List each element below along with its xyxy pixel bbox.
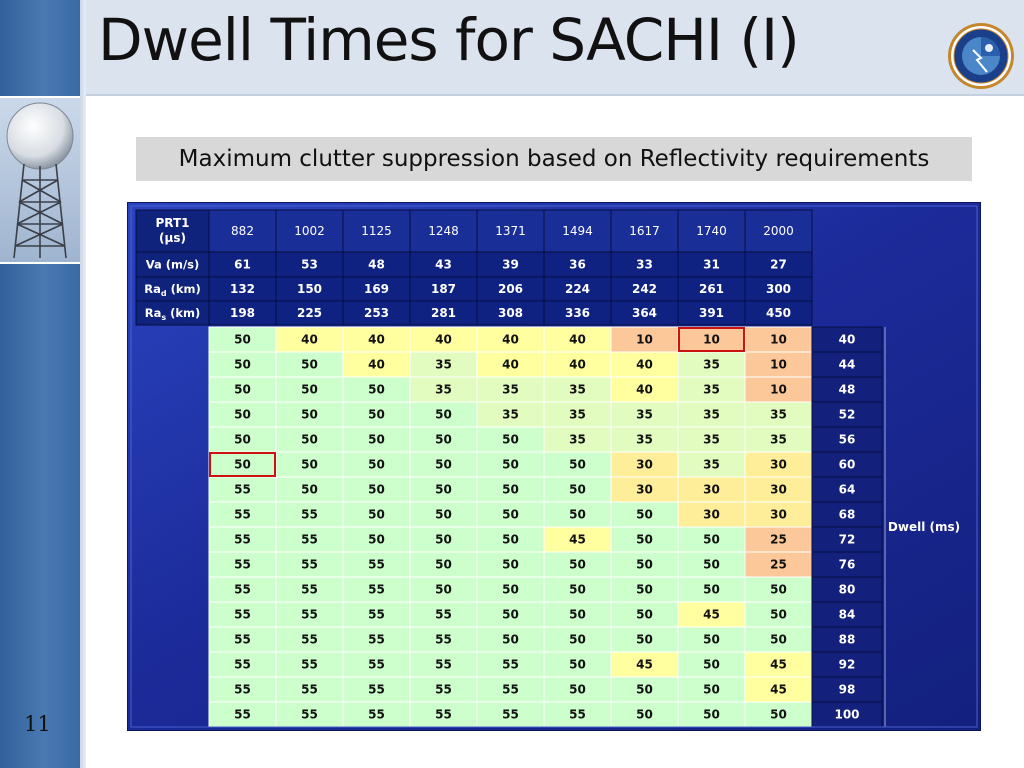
- data-value: 50: [502, 607, 519, 622]
- data-value: 10: [770, 332, 787, 347]
- header-value: 242: [631, 282, 658, 296]
- dwell-value: 100: [834, 707, 860, 722]
- data-value: 50: [703, 707, 720, 722]
- header-value: 1617: [629, 224, 660, 238]
- data-value: 50: [770, 582, 787, 597]
- data-value: 50: [234, 407, 251, 422]
- data-value: 50: [368, 457, 385, 472]
- data-value: 40: [636, 382, 653, 397]
- data-value: 35: [703, 407, 720, 422]
- data-value: 50: [569, 507, 586, 522]
- data-value: 50: [301, 407, 318, 422]
- data-value: 50: [569, 607, 586, 622]
- header-value: 33: [636, 257, 653, 272]
- data-value: 40: [502, 332, 519, 347]
- data-value: 10: [770, 382, 787, 397]
- data-value: 35: [703, 357, 720, 372]
- dwell-value: 80: [838, 582, 856, 597]
- header-value: 39: [502, 257, 519, 272]
- dwell-axis-label: Dwell (ms): [887, 520, 961, 534]
- header-value: 336: [564, 306, 591, 320]
- data-value: 55: [502, 682, 519, 697]
- data-value: 40: [301, 332, 318, 347]
- dwell-value: 44: [838, 357, 856, 372]
- data-value: 50: [569, 682, 586, 697]
- data-value: 35: [569, 407, 586, 422]
- dwell-time-table: [128, 203, 980, 730]
- data-value: 45: [569, 532, 586, 547]
- data-value: 50: [703, 682, 720, 697]
- data-value: 10: [636, 332, 653, 347]
- data-value: 50: [435, 432, 452, 447]
- data-value: 50: [502, 507, 519, 522]
- header-value: 1002: [294, 224, 325, 238]
- dwell-value: 48: [838, 382, 856, 397]
- subtitle-box: Maximum clutter suppression based on Reflectivity requirements: [136, 137, 972, 181]
- header-value: 132: [229, 282, 256, 296]
- data-value: 25: [770, 557, 787, 572]
- data-value: 40: [368, 332, 385, 347]
- data-value: 55: [234, 507, 251, 522]
- dwell-value: 84: [838, 607, 856, 622]
- data-value: 50: [368, 432, 385, 447]
- data-value: 50: [569, 632, 586, 647]
- data-value: 50: [368, 507, 385, 522]
- data-value: 55: [368, 557, 385, 572]
- data-value: 50: [636, 682, 653, 697]
- data-value: 55: [301, 682, 318, 697]
- data-value: 50: [569, 657, 586, 672]
- data-value: 40: [636, 357, 653, 372]
- data-value: 50: [703, 582, 720, 597]
- dwell-value: 52: [838, 407, 856, 422]
- data-value: 55: [234, 707, 251, 722]
- data-value: 50: [435, 407, 452, 422]
- data-value: 55: [435, 707, 452, 722]
- data-value: 55: [301, 582, 318, 597]
- data-value: 50: [636, 532, 653, 547]
- header-value: 391: [698, 306, 725, 320]
- data-value: 35: [502, 382, 519, 397]
- data-value: 50: [368, 482, 385, 497]
- data-value: 55: [301, 707, 318, 722]
- data-value: 55: [301, 632, 318, 647]
- data-value: 50: [234, 457, 251, 472]
- data-value: 25: [770, 532, 787, 547]
- header-value: 882: [231, 224, 254, 238]
- data-value: 40: [368, 357, 385, 372]
- header-value: 1494: [562, 224, 593, 238]
- data-value: 35: [569, 382, 586, 397]
- header-value: 27: [770, 257, 787, 272]
- data-value: 35: [435, 357, 452, 372]
- data-value: 50: [502, 432, 519, 447]
- data-value: 35: [636, 407, 653, 422]
- data-value: 55: [301, 532, 318, 547]
- data-value: 50: [435, 532, 452, 547]
- header-value: 61: [234, 257, 251, 272]
- data-value: 50: [502, 482, 519, 497]
- data-value: 50: [234, 432, 251, 447]
- header-value: 1248: [428, 224, 459, 238]
- radar-tower-image: [0, 96, 80, 264]
- data-value: 50: [435, 557, 452, 572]
- data-value: 50: [301, 357, 318, 372]
- data-value: 50: [703, 632, 720, 647]
- data-value: 40: [569, 357, 586, 372]
- data-value: 30: [770, 457, 787, 472]
- data-value: 10: [703, 332, 720, 347]
- header-value: 225: [296, 306, 323, 320]
- data-value: 50: [770, 632, 787, 647]
- data-value: 55: [435, 682, 452, 697]
- data-value: 50: [636, 707, 653, 722]
- data-value: 50: [703, 532, 720, 547]
- data-value: 55: [234, 482, 251, 497]
- data-value: 35: [703, 457, 720, 472]
- data-value: 50: [703, 557, 720, 572]
- data-value: 10: [770, 357, 787, 372]
- data-value: 50: [502, 632, 519, 647]
- data-value: 30: [770, 482, 787, 497]
- data-value: 55: [368, 607, 385, 622]
- header-label: Va (m/s): [145, 257, 200, 272]
- header-value: 308: [497, 306, 524, 320]
- data-value: 35: [770, 432, 787, 447]
- header-label: (μs): [159, 231, 186, 245]
- header-value: 1125: [361, 224, 392, 238]
- data-value: 50: [636, 632, 653, 647]
- dwell-value: 40: [838, 332, 856, 347]
- data-value: 40: [502, 357, 519, 372]
- data-value: 55: [435, 657, 452, 672]
- data-value: 35: [770, 407, 787, 422]
- data-value: 50: [234, 357, 251, 372]
- data-value: 35: [569, 432, 586, 447]
- data-value: 35: [703, 432, 720, 447]
- data-value: 50: [301, 432, 318, 447]
- data-value: 55: [234, 607, 251, 622]
- dwell-value: 76: [838, 557, 856, 572]
- data-value: 55: [502, 707, 519, 722]
- header-label: $Ra_s$ (km): [144, 306, 201, 322]
- data-value: 55: [368, 582, 385, 597]
- dwell-value: 56: [838, 432, 856, 447]
- data-value: 55: [301, 507, 318, 522]
- header-value: 43: [435, 257, 452, 272]
- data-value: 50: [301, 482, 318, 497]
- slide-title: Dwell Times for SACHI (I): [98, 6, 799, 74]
- data-value: 50: [770, 607, 787, 622]
- data-value: 50: [636, 582, 653, 597]
- data-value: 30: [636, 457, 653, 472]
- data-value: 30: [703, 507, 720, 522]
- data-value: 30: [770, 507, 787, 522]
- data-value: 55: [301, 657, 318, 672]
- data-value: 55: [435, 607, 452, 622]
- header-value: 1371: [495, 224, 526, 238]
- data-value: 50: [435, 507, 452, 522]
- data-value: 50: [770, 707, 787, 722]
- header-value: 364: [631, 306, 658, 320]
- dwell-value: 88: [838, 632, 856, 647]
- header-value: 2000: [763, 224, 794, 238]
- table-svg: [128, 203, 980, 730]
- dwell-value: 72: [838, 532, 856, 547]
- data-value: 50: [569, 582, 586, 597]
- data-value: 50: [234, 382, 251, 397]
- data-value: 55: [234, 682, 251, 697]
- data-value: 45: [703, 607, 720, 622]
- data-value: 55: [234, 632, 251, 647]
- data-value: 50: [502, 582, 519, 597]
- data-value: 35: [703, 382, 720, 397]
- header-value: 206: [497, 282, 524, 296]
- data-value: 50: [368, 532, 385, 547]
- header-value: 1740: [696, 224, 727, 238]
- header-value: 300: [765, 282, 792, 296]
- header-value: 224: [564, 282, 591, 296]
- data-value: 50: [301, 382, 318, 397]
- data-value: 50: [569, 557, 586, 572]
- data-value: 50: [435, 457, 452, 472]
- header-value: 53: [301, 257, 318, 272]
- data-value: 55: [368, 707, 385, 722]
- data-value: 55: [301, 607, 318, 622]
- data-value: 50: [368, 382, 385, 397]
- header-value: 253: [363, 306, 390, 320]
- dwell-value: 64: [838, 482, 856, 497]
- data-value: 45: [770, 682, 787, 697]
- header-value: 450: [765, 306, 792, 320]
- data-value: 55: [435, 632, 452, 647]
- dwell-value: 68: [838, 507, 856, 522]
- data-value: 55: [234, 532, 251, 547]
- data-value: 40: [569, 332, 586, 347]
- page-number: 11: [24, 712, 51, 736]
- data-value: 50: [234, 332, 251, 347]
- data-value: 50: [502, 532, 519, 547]
- data-value: 30: [636, 482, 653, 497]
- data-value: 50: [636, 507, 653, 522]
- data-value: 45: [636, 657, 653, 672]
- data-value: 55: [234, 582, 251, 597]
- header-value: 281: [430, 306, 457, 320]
- data-value: 50: [368, 407, 385, 422]
- data-value: 55: [368, 632, 385, 647]
- sidebar-edge: [80, 0, 86, 768]
- data-value: 50: [636, 557, 653, 572]
- header-value: 48: [368, 257, 385, 272]
- data-value: 30: [703, 482, 720, 497]
- data-value: 55: [368, 682, 385, 697]
- data-value: 55: [368, 657, 385, 672]
- nssl-logo-icon: [947, 22, 1015, 90]
- data-value: 55: [234, 557, 251, 572]
- header-value: 36: [569, 257, 586, 272]
- data-value: 50: [569, 457, 586, 472]
- data-value: 50: [636, 607, 653, 622]
- data-value: 50: [435, 582, 452, 597]
- dwell-value: 92: [838, 657, 856, 672]
- data-value: 50: [301, 457, 318, 472]
- data-value: 50: [435, 482, 452, 497]
- data-value: 35: [636, 432, 653, 447]
- data-value: 50: [569, 482, 586, 497]
- data-value: 55: [234, 657, 251, 672]
- dwell-value: 98: [838, 682, 856, 697]
- header-value: 169: [363, 282, 390, 296]
- header-value: 187: [430, 282, 457, 296]
- header-value: 198: [229, 306, 256, 320]
- header-value: 31: [703, 257, 720, 272]
- data-value: 50: [502, 457, 519, 472]
- data-value: 35: [435, 382, 452, 397]
- data-value: 50: [502, 557, 519, 572]
- data-value: 55: [301, 557, 318, 572]
- data-value: 40: [435, 332, 452, 347]
- data-value: 55: [569, 707, 586, 722]
- dwell-value: 60: [838, 457, 856, 472]
- header-value: 150: [296, 282, 323, 296]
- data-value: 35: [502, 407, 519, 422]
- header-label: $Ra_d$ (km): [144, 282, 201, 298]
- header-value: 261: [698, 282, 725, 296]
- data-value: 50: [703, 657, 720, 672]
- header-label: PRT1: [155, 216, 190, 230]
- data-value: 45: [770, 657, 787, 672]
- data-value: 55: [502, 657, 519, 672]
